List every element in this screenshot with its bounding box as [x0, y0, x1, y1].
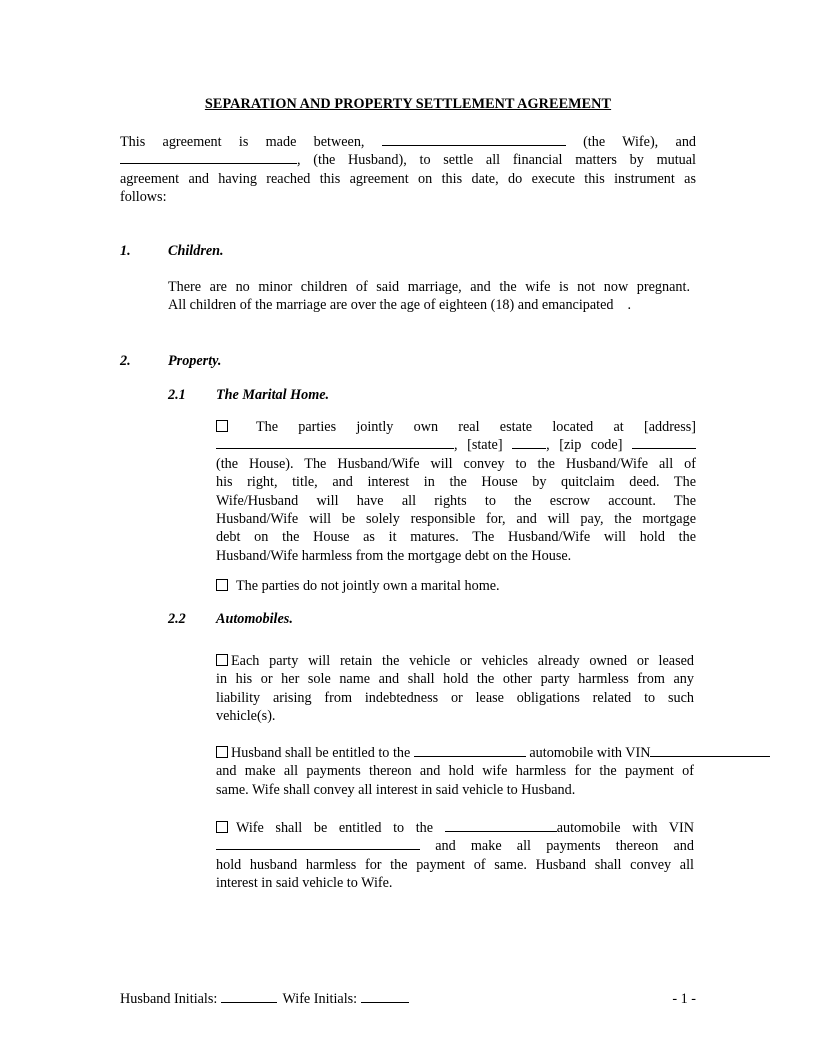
marital-home-line-1 [216, 418, 696, 436]
page-number: - 1 - [672, 991, 696, 1007]
section-2-2-heading: Automobiles. [216, 611, 293, 627]
children-line-2-end: . [627, 297, 632, 314]
document-title: SEPARATION AND PROPERTY SETTLEMENT AGREEMENT [204, 96, 612, 112]
marital-home-option-2 [216, 577, 696, 595]
marital-home-line-2 [216, 436, 696, 454]
auto-each-party-checkbox[interactable] [216, 654, 228, 666]
footer-initials [120, 990, 409, 1008]
marital-home-option-1 [216, 418, 696, 565]
intro-text-wife: (the Wife), and [583, 134, 697, 150]
wife-initials-blank[interactable] [361, 990, 409, 1003]
automobiles-option-3 [216, 819, 694, 893]
children-line-2-text: All children of the marriage are over the age of eighteen (18) and emancipated [168, 297, 614, 314]
wife-vin-label: automobile with VIN [556, 820, 695, 836]
intro-line-3: agreement and having reached this agreement on this date, do execute this instrument as [120, 170, 696, 187]
wife-name-blank[interactable] [382, 133, 566, 146]
marital-home-line-5: Wife/Husband will have all rights to the escrow account. The [216, 492, 696, 509]
marital-home-line-7: debt on the House as it matures. The Husband/Wife will hold the [216, 529, 696, 546]
section-2-heading: Property. [168, 353, 222, 369]
auto-opt3-line-3: hold husband harmless for the payment of same. Husband shall convey all [216, 856, 694, 873]
intro-line-4: follows: [120, 189, 167, 206]
husband-name-blank[interactable] [120, 151, 297, 164]
husband-entitled-text: Husband shall be entitled to the [231, 745, 411, 761]
husband-initials-blank[interactable] [221, 990, 277, 1003]
husband-vin-label: automobile with VIN [529, 745, 651, 761]
auto-opt3-line-4: interest in said vehicle to Wife. [216, 875, 393, 892]
section-2-1-number: 2.1 [168, 387, 186, 403]
intro-text-husband: , (the Husband), to settle all financial matters by mutual [297, 152, 696, 169]
husband-initials-label: Husband Initials: [120, 991, 218, 1007]
automobiles-option-1 [216, 652, 694, 726]
husband-automobile-checkbox[interactable] [216, 746, 228, 758]
marital-home-line-8: Husband/Wife harmless from the mortgage debt on the House. [216, 547, 572, 564]
intro-line-1 [120, 133, 696, 151]
address-blank[interactable] [216, 436, 454, 449]
auto-opt2-line-3: same. Wife shall convey all interest in said vehicle to Husband. [216, 781, 576, 798]
state-label: , [state] [454, 437, 503, 454]
automobiles-option-2 [216, 744, 816, 799]
auto-opt3-line-1 [216, 819, 694, 837]
state-blank[interactable] [512, 436, 546, 449]
children-paragraph [168, 278, 690, 315]
auto-opt2-line-2: and make all payments thereon and hold wife harmless for the payment of [216, 763, 694, 780]
auto-opt1-line-4: vehicle(s). [216, 708, 276, 725]
intro-line-2 [120, 151, 696, 169]
section-1-number: 1. [120, 243, 131, 259]
auto-opt1-line-2: in his or her sole name and shall hold the other party harmless from any [216, 671, 694, 688]
children-line-1: There are no minor children of said marriage, and the wife is not now pregnant. [168, 279, 690, 295]
section-2-2-number: 2.2 [168, 611, 186, 627]
wife-initials-label: Wife Initials: [282, 991, 358, 1007]
marital-home-joint-checkbox[interactable] [216, 420, 228, 432]
auto-opt1-line-1 [216, 652, 694, 670]
marital-home-line-6: Husband/Wife will be solely responsible for, and will pay, the mortgage [216, 510, 696, 527]
husband-vin-blank[interactable] [650, 744, 770, 757]
auto-opt3-line-2 [216, 837, 694, 855]
marital-home-line-4: his right, title, and interest in the House by quitclaim deed. The [216, 474, 696, 491]
auto-opt1-line-3: liability arising from indebtedness or lease obligations related to such [216, 689, 694, 706]
no-marital-home-checkbox[interactable] [216, 579, 228, 591]
husband-automobile-blank[interactable] [414, 744, 526, 757]
intro-text-between: This agreement is made between, [120, 134, 365, 150]
auto-opt3-text-2: and make all payments thereon and [435, 838, 694, 855]
intro-paragraph [120, 133, 696, 207]
marital-home-text-1: The parties jointly own real estate located at [address] [255, 419, 696, 435]
wife-automobile-checkbox[interactable] [216, 821, 228, 833]
children-line-2 [168, 296, 690, 314]
section-2-1-heading: The Marital Home. [216, 387, 330, 403]
marital-home-line-3: (the House). The Husband/Wife will convey to the Husband/Wife all of [216, 455, 696, 472]
section-2-number: 2. [120, 353, 131, 369]
wife-vin-blank[interactable] [216, 837, 420, 850]
wife-entitled-text: Wife shall be entitled to the [236, 820, 434, 836]
no-marital-home-text: The parties do not jointly own a marital home. [236, 578, 500, 594]
zip-label: , [zip code] [546, 437, 623, 454]
section-1-heading: Children. [168, 243, 224, 259]
wife-automobile-blank[interactable] [445, 819, 557, 832]
zip-blank[interactable] [632, 436, 696, 449]
auto-opt1-text-1: Each party will retain the vehicle or vehicles already owned or leased [231, 653, 694, 669]
auto-opt2-line-1 [216, 744, 816, 762]
